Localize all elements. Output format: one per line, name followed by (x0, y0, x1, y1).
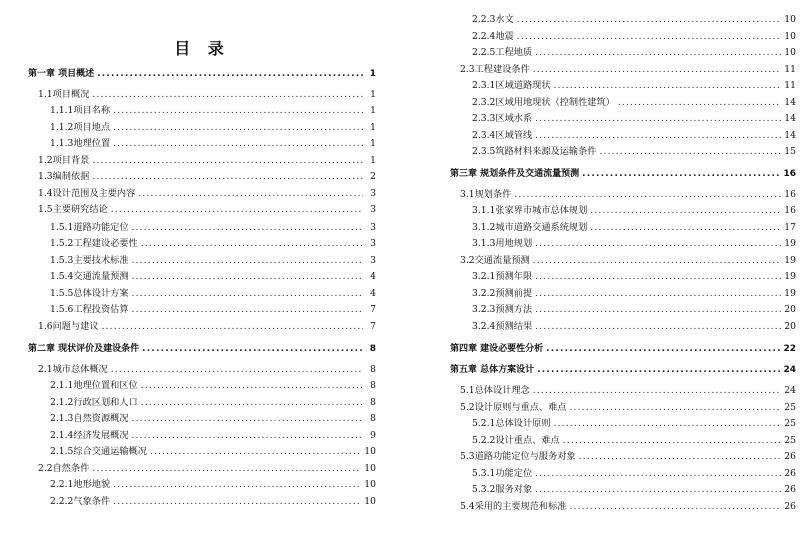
toc-page-right (450, 0, 796, 535)
toc-entry[interactable] (450, 126, 796, 142)
toc-entry-label: 2.3.4区域管线 (472, 130, 533, 141)
toc-entry[interactable] (28, 426, 376, 442)
toc-entry-label: 第五章 总体方案设计 (450, 365, 535, 375)
toc-entry-label: 2.2.5工程地质 (472, 47, 533, 58)
toc-entry[interactable] (450, 300, 796, 316)
toc-page-number: 22 (783, 344, 796, 354)
toc-leader-dots (113, 496, 361, 508)
toc-entry[interactable] (450, 142, 796, 158)
toc-entry[interactable] (450, 381, 796, 397)
toc-entry-label: 1.5.4交通流量预测 (50, 271, 129, 282)
toc-entry[interactable] (28, 184, 376, 200)
toc-leader-dots (533, 385, 782, 397)
toc-chapter-entry[interactable] (28, 339, 376, 355)
toc-entry[interactable] (28, 101, 376, 117)
toc-entry-label: 1.5.3主要技术标准 (50, 255, 129, 266)
toc-page-number: 8 (369, 344, 376, 354)
toc-leader-dots (570, 501, 782, 513)
toc-entry[interactable] (450, 234, 796, 250)
toc-entry[interactable] (450, 480, 796, 496)
toc-entry[interactable] (28, 317, 376, 333)
toc-entry-label: 2.2.1地形地貌 (50, 479, 111, 490)
toc-entry-label: 2.3.3区域水系 (472, 113, 533, 124)
toc-page-number: 8 (370, 397, 376, 408)
toc-leader-dots (517, 14, 782, 26)
toc-leader-dots (590, 205, 781, 217)
toc-page-number: 15 (784, 146, 796, 157)
toc-entry-label: 5.3道路功能定位与服务对象 (460, 451, 576, 462)
toc-leader-dots (92, 89, 363, 101)
toc-leader-dots (113, 105, 363, 117)
toc-entry-label: 3.2.2预测前提 (472, 288, 533, 299)
toc-leader-dots (535, 304, 781, 316)
toc-entry-label: 1.1.2项目地点 (50, 122, 111, 133)
toc-leader-dots (554, 418, 782, 430)
toc-entry[interactable] (28, 118, 376, 134)
toc-page-number: 11 (784, 64, 796, 75)
toc-entry[interactable] (450, 93, 796, 109)
toc-entry[interactable] (28, 200, 376, 216)
toc-page-number: 7 (370, 304, 376, 315)
toc-entry-label: 第四章 建设必要性分析 (450, 344, 544, 354)
toc-leader-dots (138, 188, 363, 200)
toc-entry[interactable] (450, 431, 796, 447)
toc-entry[interactable] (28, 218, 376, 234)
toc-leader-dots (535, 484, 781, 496)
toc-chapter-entry[interactable] (450, 339, 796, 355)
toc-entry-label: 1.2项目背景 (38, 155, 90, 166)
toc-entry[interactable] (28, 151, 376, 167)
toc-page-number: 10 (784, 31, 796, 42)
toc-page-number: 26 (784, 451, 796, 462)
toc-leader-dots (514, 189, 781, 201)
toc-leader-dots (113, 479, 361, 491)
toc-leader-dots (618, 97, 781, 109)
toc-page-number: 10 (364, 479, 376, 490)
toc-entry[interactable] (450, 76, 796, 92)
toc-entry-label: 3.1.3用地规划 (472, 238, 533, 249)
toc-entry-label: 第二章 现状评价及建设条件 (28, 344, 140, 354)
toc-entry-label: 2.1.3自然资源概况 (50, 413, 129, 424)
toc-entry-label: 2.1.2行政区划和人口 (50, 397, 138, 408)
toc-entry-label: 2.3.5筑路材料来源及运输条件 (472, 146, 597, 157)
toc-leader-dots (535, 271, 781, 283)
toc-entry-label: 1.1.3地理位置 (50, 138, 111, 149)
toc-entry-label: 3.2.1预测年限 (472, 271, 533, 282)
toc-leader-dots (102, 321, 363, 333)
toc-entry-label: 3.2交通流量预测 (460, 255, 530, 266)
toc-entry-label: 1.3编制依据 (38, 171, 90, 182)
toc-entry[interactable] (28, 267, 376, 283)
toc-leader-dots (579, 451, 782, 463)
toc-entry-label: 1.1.1项目名称 (50, 105, 111, 116)
toc-entry-label: 5.1总体设计理念 (460, 385, 530, 396)
toc-leader-dots (535, 130, 781, 142)
toc-page-number: 11 (784, 80, 796, 91)
toc-page-number: 20 (784, 321, 796, 332)
toc-leader-dots (142, 343, 363, 355)
toc-entry-label: 2.3.2区域用地现状（控制性建筑） (472, 97, 615, 108)
toc-entry[interactable] (28, 360, 376, 376)
toc-page-number: 25 (784, 402, 796, 413)
toc-entry-label: 1.5.2工程建设必要性 (50, 238, 138, 249)
toc-page-number: 24 (783, 365, 796, 375)
toc-page-number: 19 (784, 271, 796, 282)
toc-page-number: 1 (370, 122, 376, 133)
toc-entry-label: 1.5.5总体设计方案 (50, 288, 129, 299)
toc-page-number: 25 (784, 418, 796, 429)
toc-leader-dots (132, 222, 363, 234)
toc-entry-label: 1.1项目概况 (38, 89, 90, 100)
toc-entry[interactable] (450, 267, 796, 283)
toc-chapter-entry[interactable] (450, 360, 796, 376)
toc-entry-label: 3.2.4预测结果 (472, 321, 533, 332)
toc-chapter-entry[interactable] (28, 64, 376, 80)
toc-page-number: 25 (784, 435, 796, 446)
toc-leader-dots (132, 430, 363, 442)
toc-entry-label: 1.4设计范围及主要内容 (38, 188, 136, 199)
toc-entry[interactable] (450, 251, 796, 267)
toc-page-number: 3 (370, 238, 376, 249)
toc-entry-label: 第三章 规划条件及交通流量预测 (450, 169, 580, 179)
toc-entry[interactable] (450, 27, 796, 43)
toc-entry-label: 2.1.1地理位置和区位 (50, 380, 138, 391)
toc-entry-label: 1.5.1道路功能定位 (50, 222, 129, 233)
toc-leader-dots (517, 31, 782, 43)
toc-entry-label: 5.3.2服务对象 (472, 484, 533, 495)
toc-entry[interactable] (450, 201, 796, 217)
toc-entry-label: 2.2.2气象条件 (50, 496, 111, 507)
toc-page-number: 26 (784, 501, 796, 512)
toc-page-number: 1 (369, 69, 376, 79)
toc-page-number: 19 (784, 255, 796, 266)
toc-page-number: 17 (784, 222, 796, 233)
toc-leader-dots (599, 146, 781, 158)
toc-entry[interactable] (28, 492, 376, 508)
toc-page-number: 1 (370, 155, 376, 166)
toc-page-number: 10 (784, 47, 796, 58)
toc-title: 目 录 (174, 39, 230, 58)
toc-entry-label: 2.3工程建设条件 (460, 64, 530, 75)
toc-page-number: 1 (370, 105, 376, 116)
toc-entry-label: 1.5主要研究结论 (38, 204, 108, 215)
toc-page-number: 14 (784, 130, 796, 141)
toc-leader-dots (535, 321, 781, 333)
toc-entry[interactable] (450, 185, 796, 201)
toc-leader-dots (97, 68, 363, 80)
toc-entry[interactable] (28, 475, 376, 491)
toc-leader-dots (535, 113, 781, 125)
toc-entry-label: 5.2设计原则与重点、难点 (460, 402, 567, 413)
toc-entry[interactable] (450, 464, 796, 480)
toc-page-left (28, 0, 376, 535)
toc-page-number: 3 (370, 204, 376, 215)
toc-leader-dots (132, 304, 363, 316)
toc-entry-label: 5.4采用的主要规范和标准 (460, 501, 567, 512)
toc-leader-dots (111, 364, 363, 376)
toc-entry[interactable] (28, 393, 376, 409)
toc-entry[interactable] (28, 376, 376, 392)
toc-page-number: 10 (364, 463, 376, 474)
toc-page-number: 14 (784, 97, 796, 108)
toc-leader-dots (92, 171, 363, 183)
toc-entry-label: 2.1.5综合交通运输概况 (50, 446, 147, 457)
toc-entry[interactable] (450, 447, 796, 463)
toc-page-number: 2 (370, 171, 376, 182)
toc-leader-dots (92, 155, 363, 167)
toc-page-number: 1 (370, 138, 376, 149)
toc-entry-label: 5.2.2设计重点、难点 (472, 435, 560, 446)
toc-entry[interactable] (28, 234, 376, 250)
toc-entry-label: 第一章 项目概述 (28, 69, 95, 79)
toc-entry-label: 5.3.1功能定位 (472, 468, 533, 479)
toc-entry-label: 2.2.4地震 (472, 31, 514, 42)
toc-leader-dots (546, 343, 780, 355)
toc-entry-label: 2.1城市总体概况 (38, 364, 108, 375)
toc-entry[interactable] (28, 409, 376, 425)
toc-leader-dots (590, 222, 781, 234)
toc-leader-dots (533, 64, 782, 76)
toc-entry-label: 2.2.3水文 (472, 14, 514, 25)
toc-page-number: 1 (370, 89, 376, 100)
toc-leader-dots (141, 397, 363, 409)
toc-page-number: 10 (364, 446, 376, 457)
toc-leader-dots (132, 255, 363, 267)
toc-leader-dots (141, 380, 363, 392)
toc-leader-dots (92, 463, 361, 475)
toc-entry[interactable] (450, 284, 796, 300)
toc-page-number: 4 (370, 271, 376, 282)
toc-entry[interactable] (28, 459, 376, 475)
toc-leader-dots (535, 288, 781, 300)
toc-leader-dots (132, 288, 363, 300)
toc-leader-dots (132, 413, 363, 425)
toc-entry[interactable] (450, 414, 796, 430)
toc-entry-label: 2.2自然条件 (38, 463, 90, 474)
toc-page-number: 9 (370, 430, 376, 441)
toc-entry[interactable] (450, 317, 796, 333)
toc-leader-dots (141, 238, 363, 250)
toc-page-number: 3 (370, 222, 376, 233)
toc-leader-dots (535, 468, 781, 480)
toc-page-number: 16 (784, 205, 796, 216)
toc-chapter-entry[interactable] (450, 164, 796, 180)
toc-leader-dots (111, 204, 363, 216)
toc-entry[interactable] (450, 398, 796, 414)
toc-leader-dots (563, 435, 782, 447)
toc-page-number: 3 (370, 255, 376, 266)
toc-entry[interactable] (450, 60, 796, 76)
toc-page-number: 16 (783, 169, 796, 179)
toc-page-number: 4 (370, 288, 376, 299)
toc-leader-dots (537, 364, 780, 376)
toc-page-number: 8 (370, 364, 376, 375)
toc-leader-dots (535, 238, 781, 250)
toc-page-number: 8 (370, 413, 376, 424)
toc-leader-dots (582, 168, 780, 180)
toc-leader-dots (554, 80, 782, 92)
toc-page-number: 14 (784, 113, 796, 124)
toc-leader-dots (132, 271, 363, 283)
toc-page-number: 10 (364, 496, 376, 507)
toc-entry-label: 1.5.6工程投资估算 (50, 304, 129, 315)
toc-page-number: 19 (784, 238, 796, 249)
toc-entry-label: 3.1规划条件 (460, 189, 512, 200)
toc-leader-dots (570, 402, 782, 414)
toc-page-number: 10 (784, 14, 796, 25)
toc-entry-label: 5.2.1总体设计原则 (472, 418, 551, 429)
toc-entry[interactable] (450, 109, 796, 125)
toc-entry[interactable] (28, 284, 376, 300)
toc-entry[interactable] (450, 218, 796, 234)
toc-leader-dots (535, 47, 781, 59)
toc-leader-dots (113, 138, 363, 150)
toc-entry[interactable] (28, 167, 376, 183)
toc-page-number: 20 (784, 304, 796, 315)
toc-entry[interactable] (450, 10, 796, 26)
toc-entry[interactable] (28, 300, 376, 316)
toc-entry-label: 3.1.1张家界市城市总体规划 (472, 205, 588, 216)
toc-leader-dots (113, 122, 363, 134)
toc-entry[interactable] (450, 43, 796, 59)
toc-entry-label: 1.6问题与建议 (38, 321, 99, 332)
toc-page-number: 8 (370, 380, 376, 391)
toc-entry[interactable] (28, 442, 376, 458)
toc-page-number: 16 (784, 189, 796, 200)
toc-page-number: 26 (784, 468, 796, 479)
toc-entry[interactable] (450, 497, 796, 513)
toc-entry-label: 3.2.3预测方法 (472, 304, 533, 315)
toc-entry-label: 2.1.4经济发展概况 (50, 430, 129, 441)
toc-page-number: 26 (784, 484, 796, 495)
toc-page-number: 7 (370, 321, 376, 332)
toc-entry[interactable] (28, 85, 376, 101)
toc-entry-label: 3.1.2城市道路交通系统规划 (472, 222, 588, 233)
toc-leader-dots (533, 255, 782, 267)
toc-page-number: 24 (784, 385, 796, 396)
toc-entry[interactable] (28, 134, 376, 150)
toc-entry[interactable] (28, 251, 376, 267)
toc-leader-dots (150, 446, 361, 458)
toc-entry-label: 2.3.1区域道路现状 (472, 80, 551, 91)
toc-page-number: 19 (784, 288, 796, 299)
toc-page-number: 3 (370, 188, 376, 199)
